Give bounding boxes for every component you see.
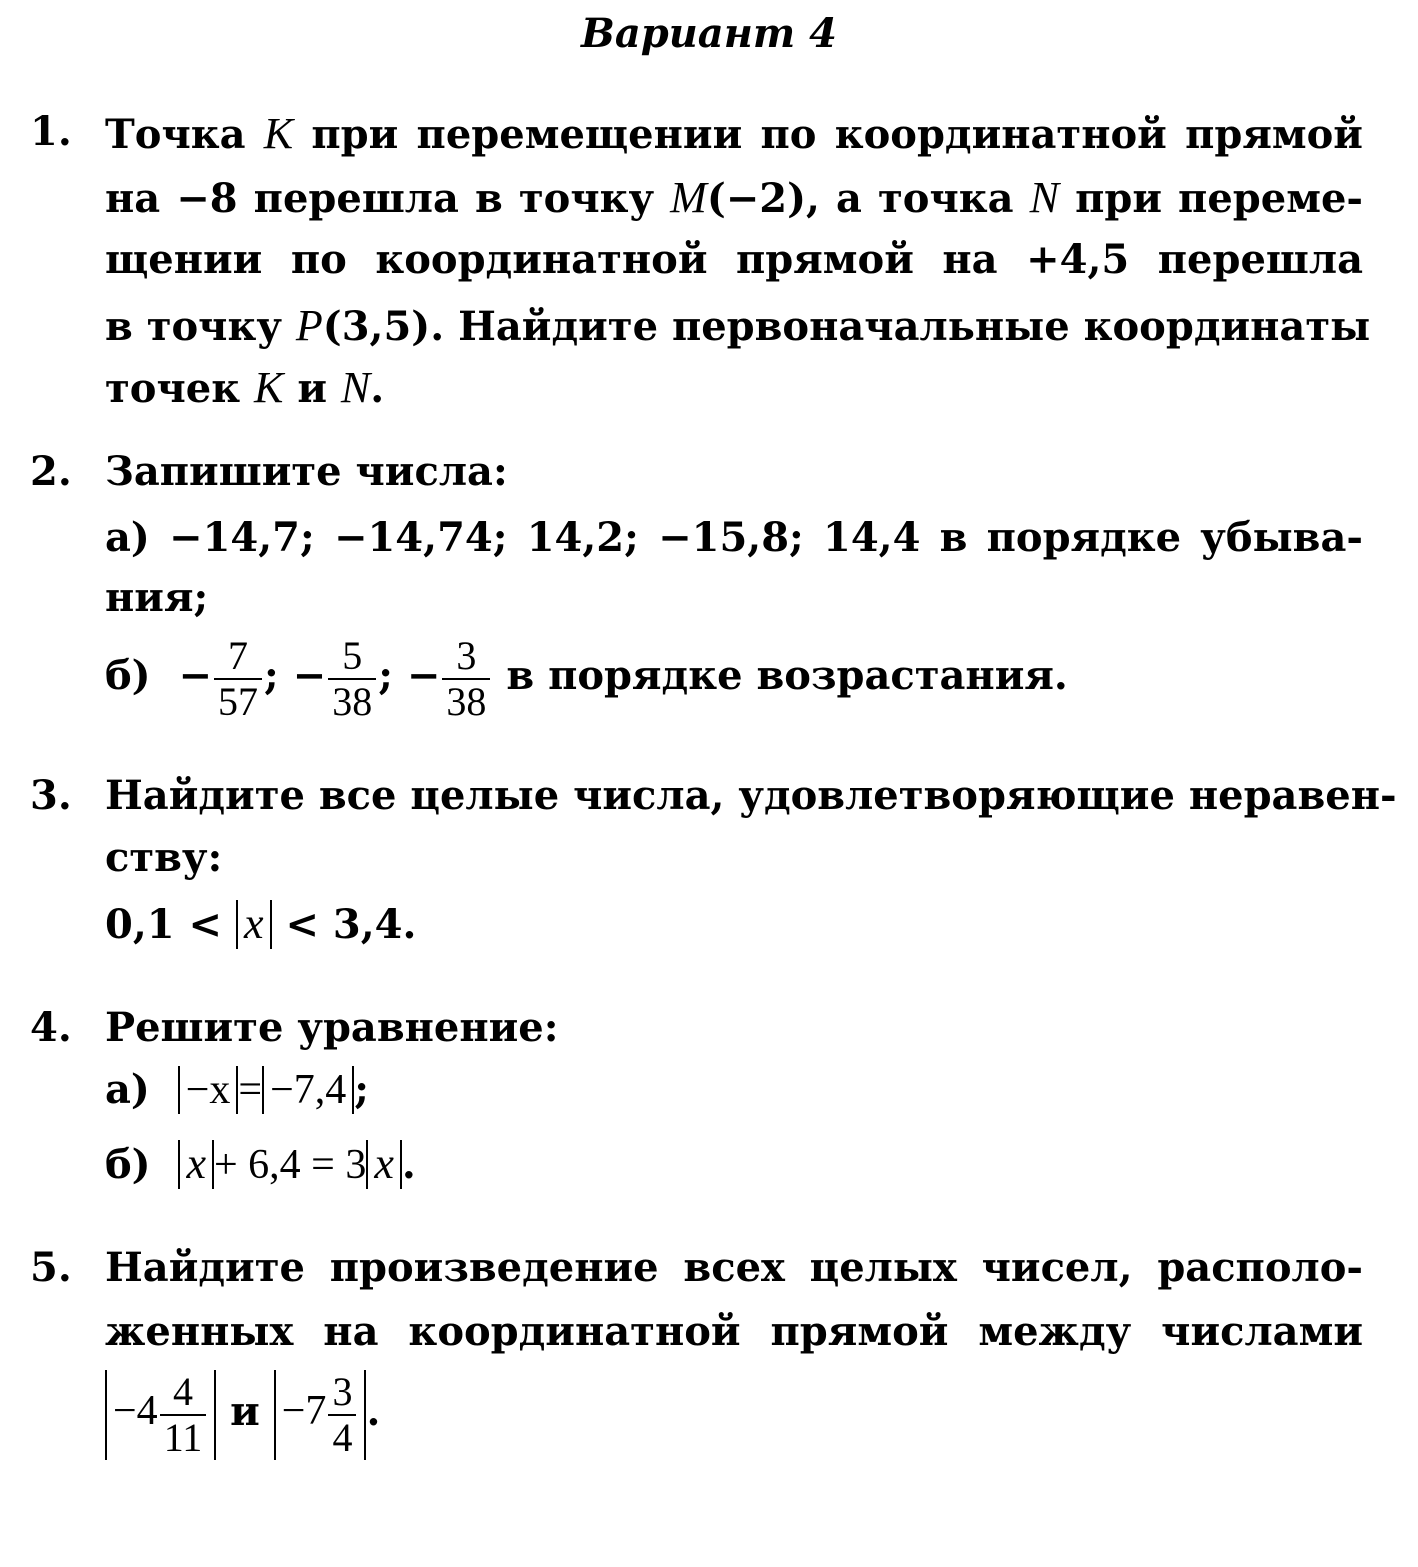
task-5-numbers: −4 $\frac{4}{11}$ и −7 $\frac{3}{4}$ .: [105, 1370, 380, 1460]
task-2-heading: Запишите числа:: [105, 448, 508, 495]
task-5-line-1: Найдите произведение всех целых чисел, располо-: [105, 1244, 1363, 1291]
fraction-3: $\frac{3}{38}$: [442, 634, 490, 724]
task-4a: а) −x = −7,4 ;: [105, 1066, 370, 1113]
task-5-line-2: женных на координатной прямой между числами: [105, 1308, 1363, 1355]
mixed-number-1: −4 $\frac{4}{11}$: [105, 1370, 216, 1460]
task-4-number: 4.: [30, 1004, 72, 1051]
task-1-line-1: Точка K при перемещении по координатной прямой: [105, 109, 1363, 158]
task-1-line-5: точек K и N.: [105, 363, 385, 412]
task-4b: б) x + 6,4 = 3 x .: [105, 1139, 416, 1188]
task-5-number: 5.: [30, 1244, 72, 1291]
task-2a-line-1: а) −14,7; −14,74; 14,2; −15,8; 14,4 в порядке убыва-: [105, 514, 1363, 561]
task-1-line-4: в точку P(3,5). Найдите первоначальные координаты: [105, 301, 1371, 350]
task-3-inequality: 0,1 < x < 3,4.: [105, 899, 417, 948]
page-title: Вариант 4: [581, 10, 837, 57]
task-2b: б) − $\frac{7}{57}$ ; − $\frac{5}{38}$ ; − $\frac{3}{38}$ в порядке возрастания.: [105, 633, 1068, 724]
fraction-1: $\frac{7}{57}$: [214, 634, 262, 724]
task-1-number: 1.: [30, 108, 72, 155]
fraction-2: $\frac{5}{38}$: [328, 634, 376, 724]
task-3-line-1: Найдите все целые числа, удовлетворяющие неравен-: [105, 772, 1397, 819]
task-1-line-2: на −8 перешла в точку M(−2), а точка N при переме-: [105, 173, 1363, 222]
mixed-number-2: −7 $\frac{3}{4}$: [274, 1370, 367, 1460]
task-1-line-3: щении по координатной прямой на +4,5 перешла: [105, 236, 1363, 283]
task-2a-line-2: ния;: [105, 574, 209, 621]
task-3-line-2: ству:: [105, 834, 223, 881]
task-2-number: 2.: [30, 448, 72, 495]
task-4-heading: Решите уравнение:: [105, 1004, 559, 1051]
task-3-number: 3.: [30, 772, 72, 819]
